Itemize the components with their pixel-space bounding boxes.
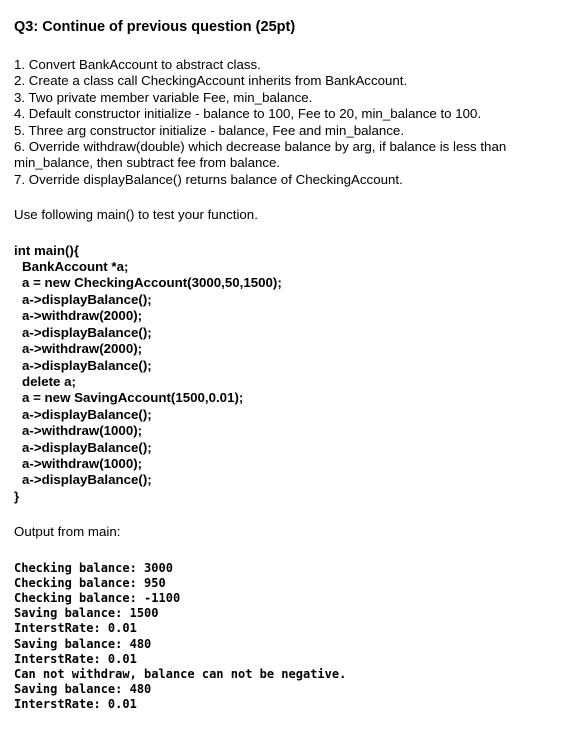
- program-output: [14, 561, 559, 713]
- output-line: Saving balance: 1500: [14, 606, 159, 621]
- code-line: a->withdraw(2000);: [22, 341, 143, 357]
- code-line: a->displayBalance();: [22, 439, 152, 455]
- code-line: a->displayBalance();: [22, 472, 152, 488]
- question-title: Q3: Continue of previous question (25pt): [14, 19, 296, 35]
- instruction-step-6: 6. Override withdraw(double) which decrease balance by arg, if balance is less than min_balance, then subtract fee from balance.: [14, 139, 507, 171]
- output-line: Saving balance: 480: [14, 682, 152, 697]
- code-line: a->withdraw(1000);: [22, 423, 143, 439]
- output-line: Checking balance: 3000: [14, 560, 173, 575]
- code-line: BankAccount *a;: [22, 259, 129, 275]
- code-line: a->displayBalance();: [22, 357, 152, 373]
- instruction-step-1: 1. Convert BankAccount to abstract class.: [14, 57, 261, 72]
- code-line: a->displayBalance();: [22, 324, 152, 340]
- output-line: InterstRate: 0.01: [14, 621, 137, 636]
- output-line: Checking balance: -1100: [14, 590, 181, 605]
- code-line: a->displayBalance();: [22, 291, 152, 307]
- code-line-open: int main(){: [14, 242, 80, 258]
- code-line-close: }: [14, 488, 20, 504]
- test-instruction: Use following main() to test your function.: [14, 207, 258, 223]
- code-line: a = new CheckingAccount(3000,50,1500);: [22, 275, 282, 291]
- main-code-block: [14, 243, 559, 506]
- document-page: [14, 18, 559, 713]
- instruction-step-7: 7. Override displayBalance() returns balance of CheckingAccount.: [14, 171, 403, 187]
- code-line: a->withdraw(2000);: [22, 308, 143, 324]
- output-line: Checking balance: 950: [14, 575, 166, 590]
- instruction-step-4: 4. Default constructor initialize - balance to 100, Fee to 20, min_balance to 100.: [14, 106, 482, 122]
- code-line: a->withdraw(1000);: [22, 455, 143, 471]
- instruction-list: [14, 57, 559, 188]
- output-line: Can not withdraw, balance can not be negative.: [14, 666, 347, 681]
- output-line: InterstRate: 0.01: [14, 651, 137, 666]
- output-line: InterstRate: 0.01: [14, 697, 137, 712]
- code-line: a->displayBalance();: [22, 406, 152, 422]
- instruction-step-2: 2. Create a class call CheckingAccount inherits from BankAccount.: [14, 73, 408, 89]
- output-line: Saving balance: 480: [14, 636, 152, 651]
- instruction-step-3: 3. Two private member variable Fee, min_balance.: [14, 89, 313, 105]
- output-label: Output from main:: [14, 524, 121, 540]
- code-line: a = new SavingAccount(1500,0.01);: [22, 390, 244, 406]
- code-line: delete a;: [22, 373, 76, 389]
- instruction-step-5: 5. Three arg constructor initialize - balance, Fee and min_balance.: [14, 122, 405, 138]
